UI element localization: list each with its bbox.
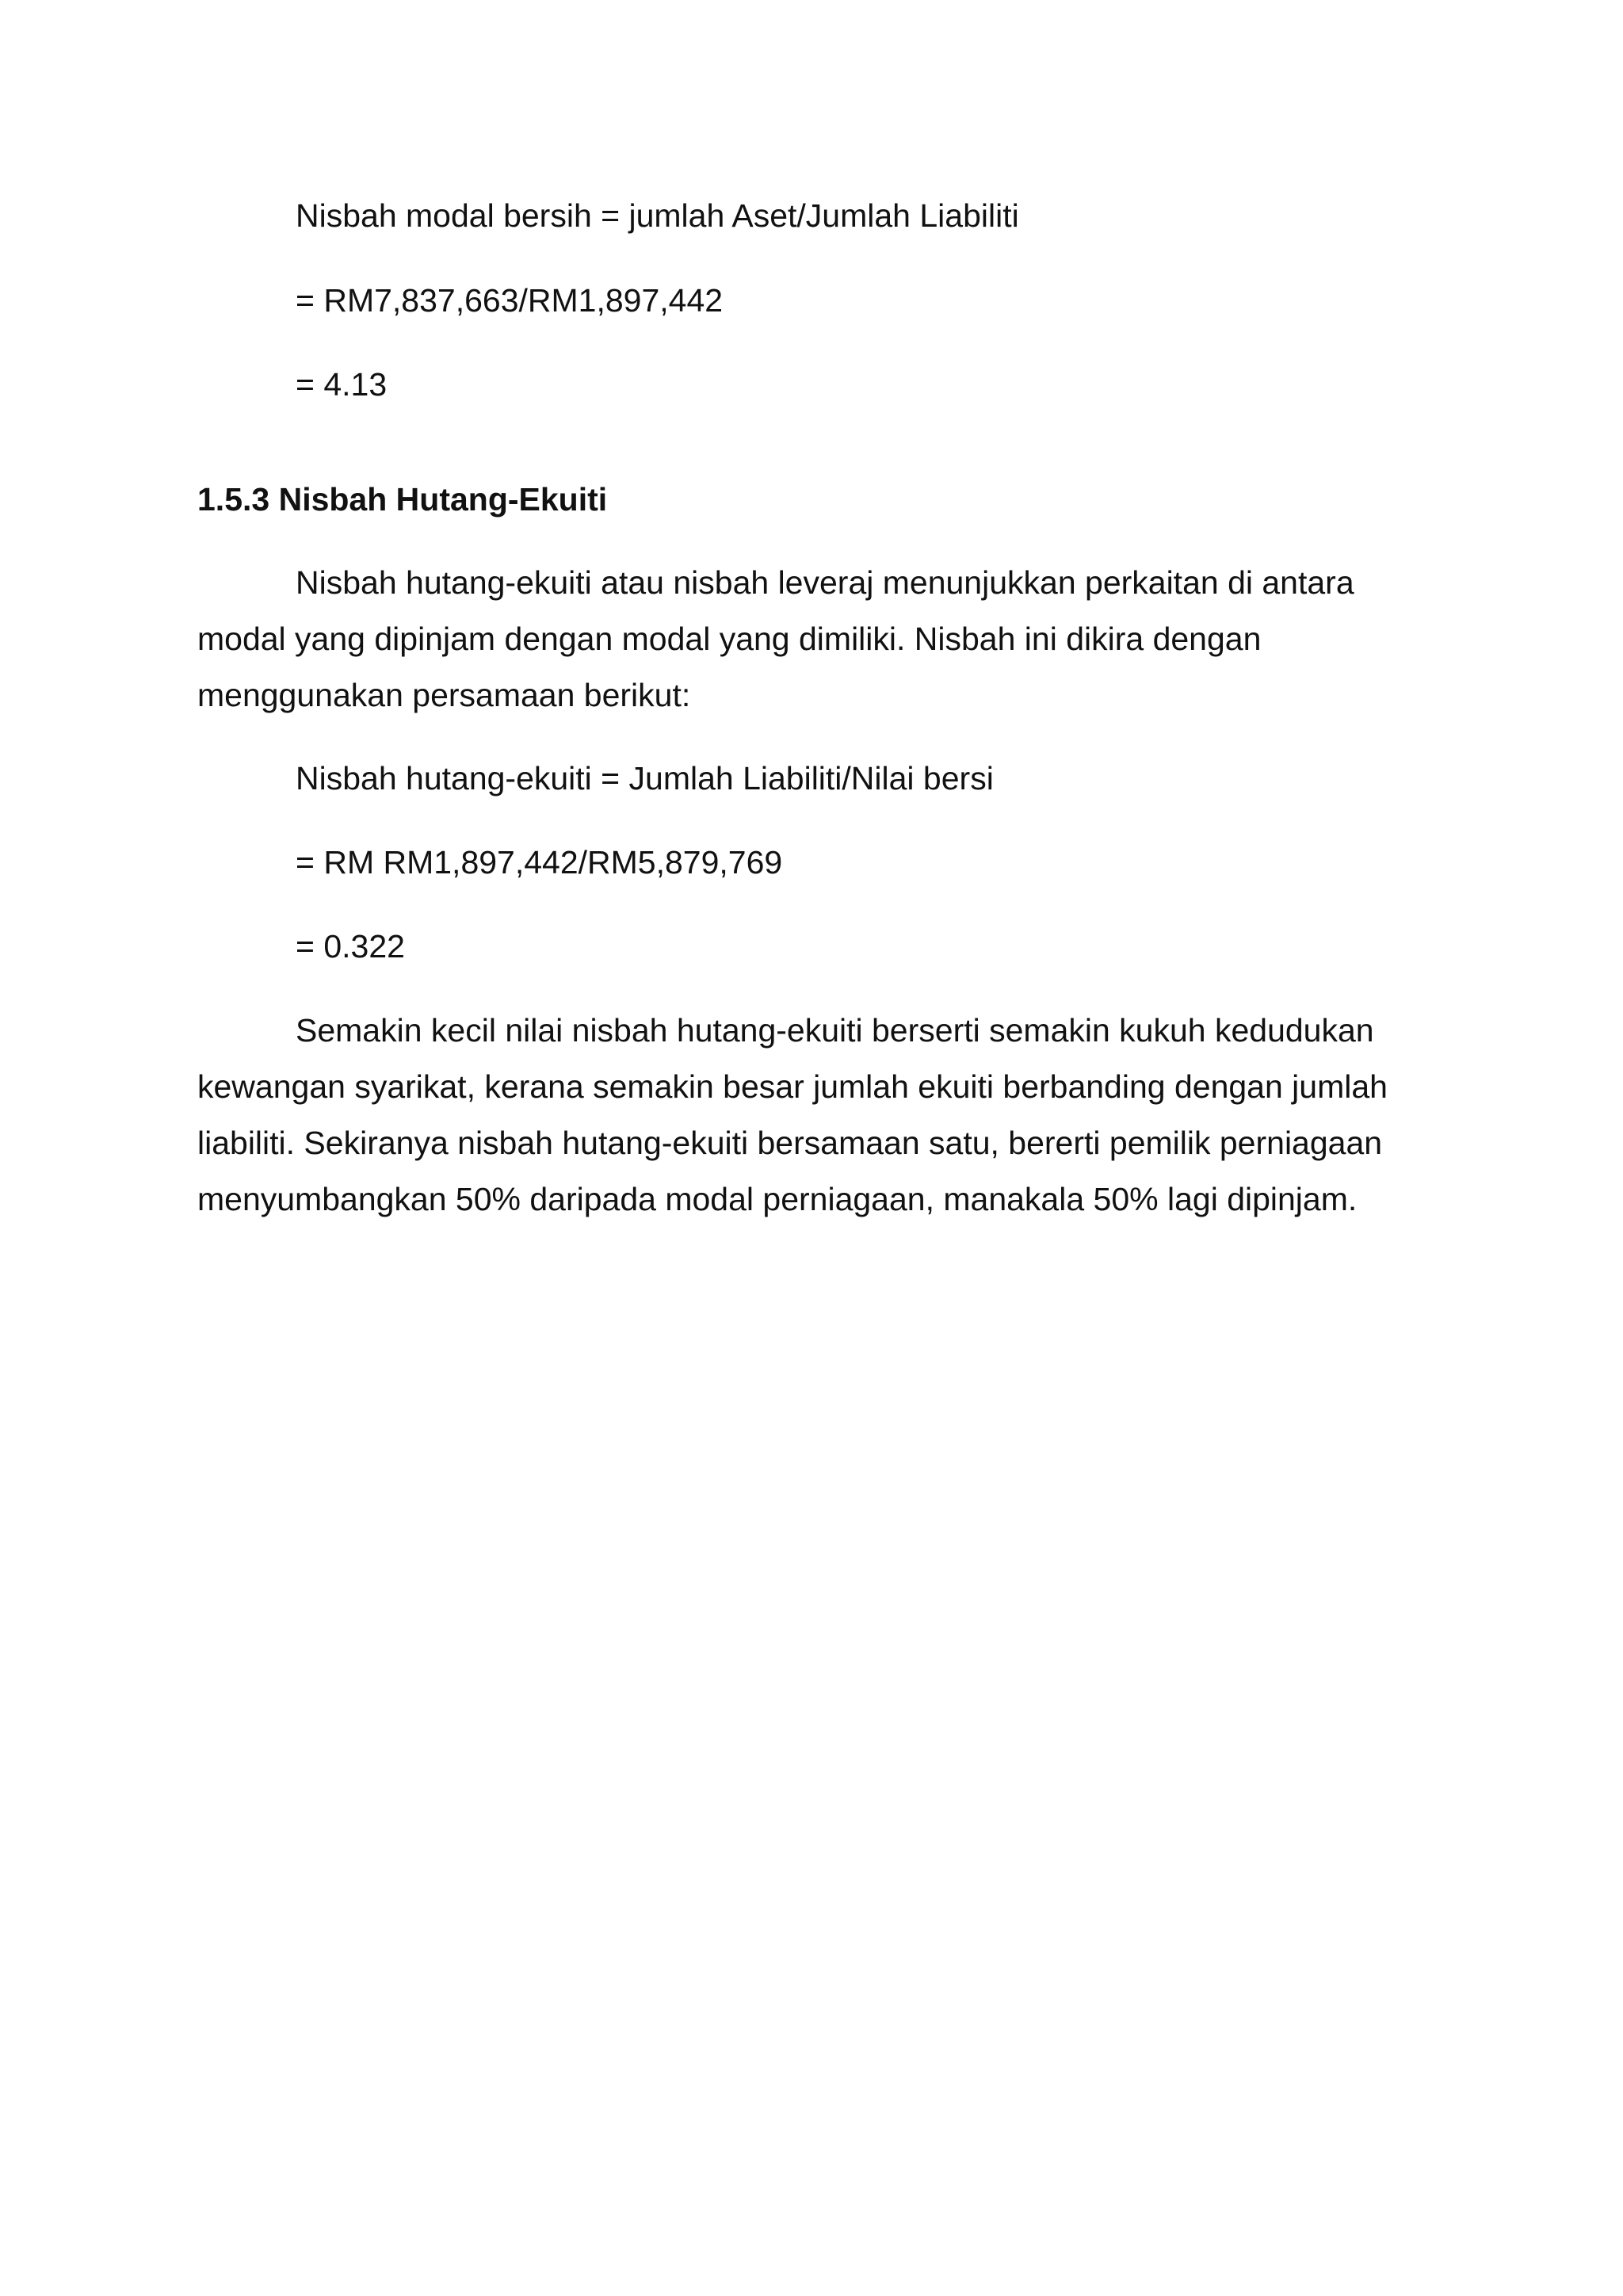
formula1-definition: Nisbah modal bersih = jumlah Aset/Jumlah Liabiliti <box>296 197 1019 234</box>
conclusion-paragraph <box>197 1003 1449 1228</box>
conclusion-line: liabiliti. Sekiranya nisbah hutang-ekuiti bersamaan satu, bererti pemilik perniagaan <box>197 1125 1383 1161</box>
formula1-result: = 4.13 <box>296 366 388 403</box>
intro-paragraph <box>197 555 1449 724</box>
section-heading: 1.5.3 Nisbah Hutang-Ekuiti <box>197 481 608 518</box>
intro-line: menggunakan persamaan berikut: <box>197 677 691 713</box>
conclusion-line: menyumbangkan 50% daripada modal perniagaan, manakala 50% lagi dipinjam. <box>197 1181 1358 1217</box>
conclusion-line: Semakin kecil nilai nisbah hutang-ekuiti berserti semakin kukuh kedudukan <box>296 1012 1374 1049</box>
intro-line: Nisbah hutang-ekuiti atau nisbah leveraj menunjukkan perkaitan di antara <box>296 564 1354 601</box>
conclusion-line: kewangan syarikat, kerana semakin besar jumlah ekuiti berbanding dengan jumlah <box>197 1068 1388 1105</box>
formula2-definition: Nisbah hutang-ekuiti = Jumlah Liabiliti/Nilai bersi <box>296 760 994 797</box>
formula2-result: = 0.322 <box>296 928 405 965</box>
formula2-substitution: = RM RM1,897,442/RM5,879,769 <box>296 844 783 881</box>
formula1-substitution: = RM7,837,663/RM1,897,442 <box>296 282 724 319</box>
intro-line: modal yang dipinjam dengan modal yang dimiliki. Nisbah ini dikira dengan <box>197 621 1262 657</box>
